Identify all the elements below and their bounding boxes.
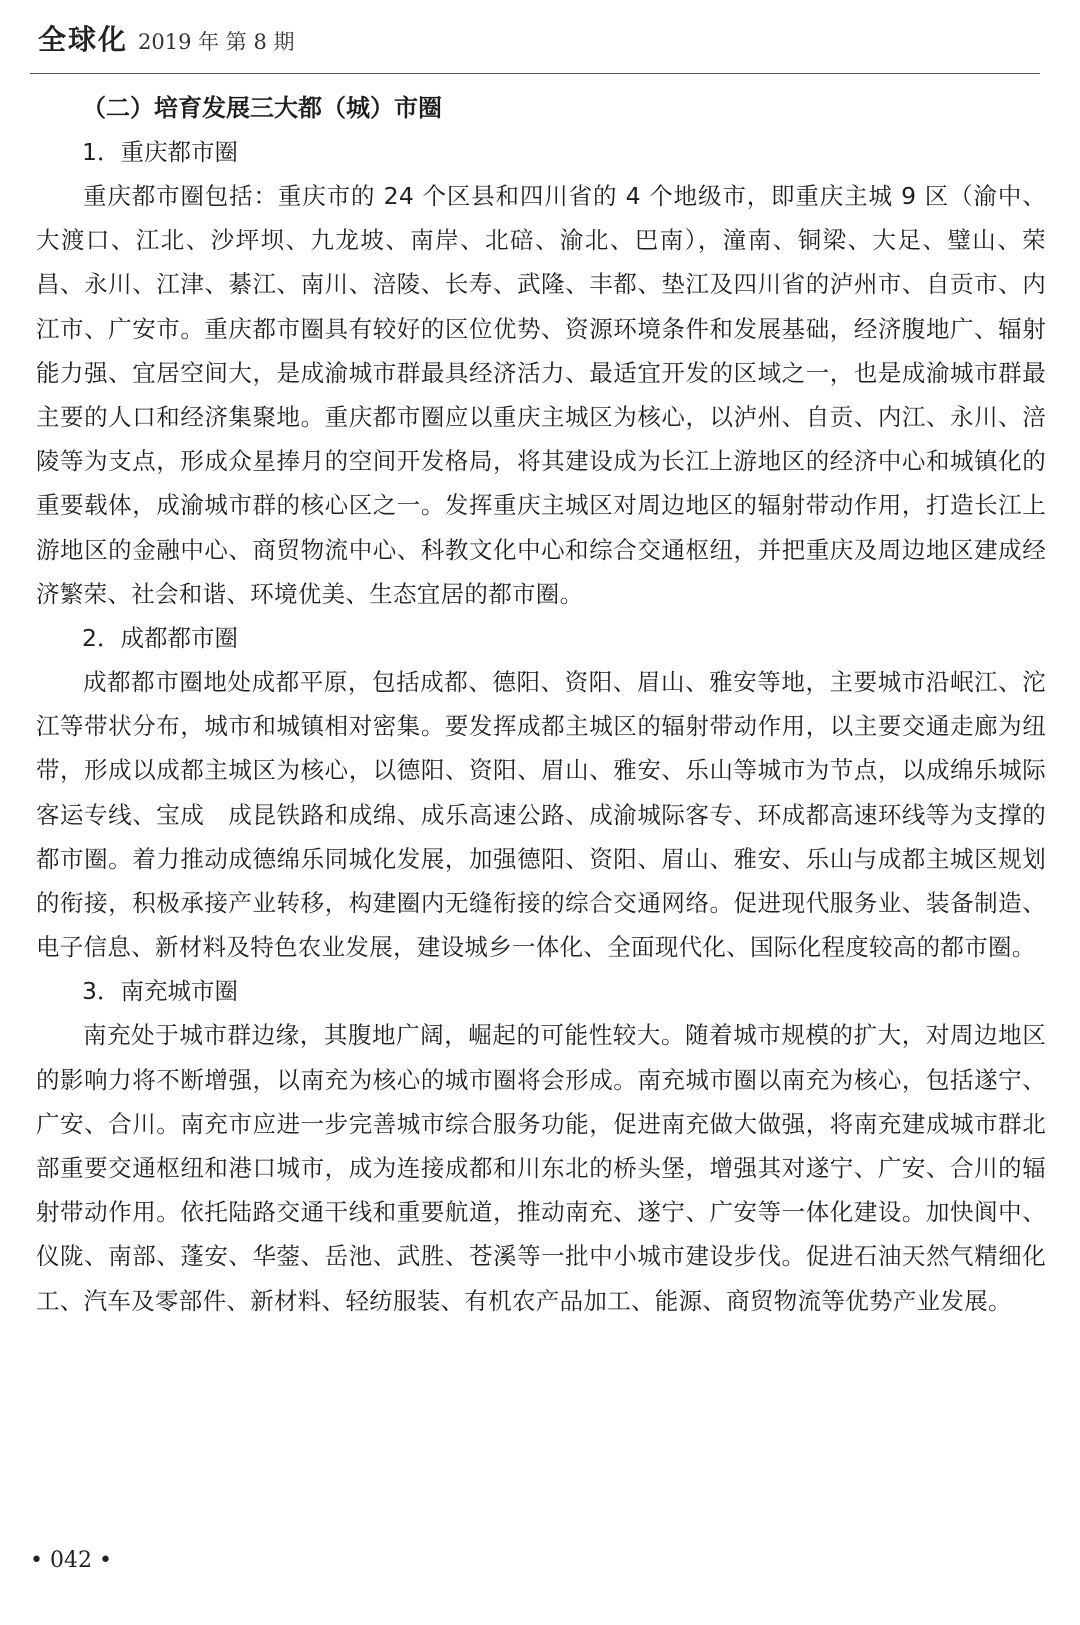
- article-body: [36, 86, 1046, 1323]
- subsection-title-nanchong: 3．南充城市圈: [82, 977, 238, 1006]
- paragraph-chengdu: 成都都市圈地处成都平原，包括成都、德阳、资阳、眉山、雅安等地，主要城市沿岷江、沱江等带状分布，城市和城镇相对密集。要发挥成都主城区的辐射带动作用，以主要交通走廊为纽带，形成以成都主城区为核心，以德阳、资阳、眉山、雅安、乐山等城市为节点，以成绵乐城际客运专线、宝成 成昆铁路和成绵、成乐高速公路、成渝城际客专、环成都高速环线等为支撑的都市圈。着力推动成德绵乐同城化发展，加强德阳、资阳、眉山、雅安、乐山与成都主城区规划的衔接，积极承接产业转移，构建圈内无缝衔接的综合交通网络。促进现代服务业、装备制造、电子信息、新材料及特色农业发展，建设城乡一体化、全面现代化、国际化程度较高的都市圈。: [36, 668, 1046, 962]
- subsection-title-chengdu: 2．成都都市圈: [82, 624, 238, 653]
- subsection-title-chongqing: 1．重庆都市圈: [82, 138, 238, 166]
- page-number: • 042 •: [30, 1548, 112, 1573]
- running-header: [38, 18, 295, 58]
- paragraph-chongqing: 重庆都市圈包括：重庆市的 24 个区县和四川省的 4 个地级市，即重庆主城 9 区（渝中、大渡口、江北、沙坪坝、九龙坡、南岸、北碚、渝北、巴南），潼南、铜梁、大足、璧山、荣昌、永川、江津、綦江、南川、涪陵、长寿、武隆、丰都、垫江及四川省的泸州市、自贡市、内江市、广安市。重庆都市圈具有较好的区位优势、资源环境条件和发展基础，经济腹地广、辐射能力强、宜居空间大，是成渝城市群最具经济活力、最适宜开发的区域之一，也是成渝城市群最主要的人口和经济集聚地。重庆都市圈应以重庆主城区为核心，以泸州、自贡、内江、永川、涪陵等为支点，形成众星捧月的空间开发格局，将其建设成为长江上游地区的经济中心和城镇化的重要载体，成渝城市群的核心区之一。发挥重庆主城区对周边地区的辐射带动作用，打造长江上游地区的金融中心、商贸物流中心、科教文化中心和综合交通枢纽，并把重庆及周边地区建成经济繁荣、社会和谐、环境优美、生态宜居的都市圈。: [36, 182, 1046, 608]
- journal-name: 全球化: [38, 23, 129, 56]
- paragraph-nanchong: 南充处于城市群边缘，其腹地广阔，崛起的可能性较大。随着城市规模的扩大，对周边地区的影响力将不断增强，以南充为核心的城市圈将会形成。南充城市圈以南充为核心，包括遂宁、广安、合川。南充市应进一步完善城市综合服务功能，促进南充做大做强，将南充建成城市群北部重要交通枢纽和港口城市，成为连接成都和川东北的桥头堡，增强其对遂宁、广安、合川的辐射带动作用。依托陆路交通干线和重要航道，推动南充、遂宁、广安等一体化建设。加快阆中、仪陇、南部、蓬安、华蓥、岳池、武胜、苍溪等一批中小城市建设步伐。促进石油天然气精细化工、汽车及零部件、新材料、轻纺服装、有机农产品加工、能源、商贸物流等优势产业发展。: [36, 1021, 1046, 1315]
- section-heading: （二）培育发展三大都（城）市圈: [82, 94, 442, 122]
- header-divider: [30, 73, 1040, 74]
- issue-label: 2019 年 第 8 期: [138, 30, 295, 54]
